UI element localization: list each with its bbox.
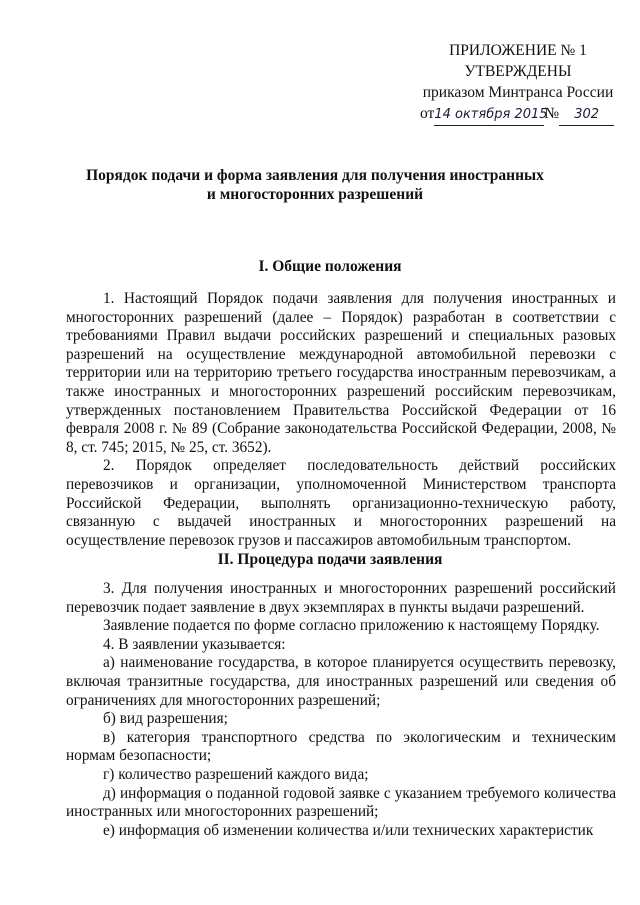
paragraph-3b: Заявление подается по форме согласно приложению к настоящему Порядку. (103, 617, 600, 635)
approved-label: УТВЕРЖДЕНЫ (464, 63, 572, 80)
paragraph-2: 2. Порядок определяет последовательность действий российских перевозчиков и организации, уполномоченной Министерством транспорта Российской Федерации, выполнять организационно-техническую работу, связанную с выдачей иностранных и многосторонних разрешений на осуществление перевозок грузов и пассажиров автомобильным транспортом. (66, 457, 616, 549)
date-prefix: от (420, 105, 435, 122)
title-line-1: Порядок подачи и форма заявления для получения иностранных (86, 167, 544, 184)
paragraph-4: 4. В заявлении указывается: (103, 635, 286, 653)
item-d: д) информация о поданной годовой заявке с указанием требуемого количества иностранных или многосторонних разрешений; (66, 784, 616, 821)
paragraph-3: 3. Для получения иностранных и многосторонних разрешений российский перевозчик подает заявление в двух экземплярах в пункты выдачи разрешений. (66, 580, 616, 616)
section-2-heading: II. Процедура подачи заявления (217, 551, 443, 568)
item-g: г) количество разрешений каждого вида; (103, 765, 369, 783)
order-label: приказом Минтранса России (422, 84, 614, 101)
handwritten-date: 14 октября 2015 (434, 104, 544, 126)
section-2-body (66, 580, 616, 840)
section-1-heading: I. Общие положения (258, 258, 402, 275)
section-1-body (66, 290, 616, 550)
title-line-2: и многосторонних разрешений (206, 186, 424, 203)
appendix-label: ПРИЛОЖЕНИЕ № 1 (449, 42, 587, 59)
date-number-line (418, 103, 618, 126)
handwritten-number: 302 (559, 104, 614, 126)
item-b: б) вид разрешения; (103, 710, 228, 728)
paragraph-1: 1. Настоящий Порядок подачи заявления для получения иностранных и многосторонних разрешений (далее – Порядок) разработан в соответствии с требованиями Правил выдачи российских разрешений и специальных разовых разрешений на осуществление международной автомобильной перевозки с территории или на территорию третьего государства иностранным перевозчикам, а также иностранных и многосторонних разрешений российским перевозчикам, утвержденных постановлением Правительства Российской Федерации от 16 февраля 2008 г. № 89 (Собрание законодательства Российской Федерации, 2008, № 8, ст. 745; 2015, № 25, ст. 3652). (66, 290, 616, 456)
item-a: а) наименование государства, в которое планируется осуществить перевозку, включая транзитные государства, для иностранных разрешений или сведения об ограничениях для многосторонних разрешений; (66, 654, 616, 709)
document-title (80, 166, 550, 204)
number-prefix: № (544, 105, 560, 122)
item-e: е) информация об изменении количества и/или технических характеристик (103, 821, 594, 839)
approval-header (418, 40, 618, 126)
item-v: в) категория транспортного средства по экологическим и техническим нормам безопасности; (66, 728, 616, 765)
